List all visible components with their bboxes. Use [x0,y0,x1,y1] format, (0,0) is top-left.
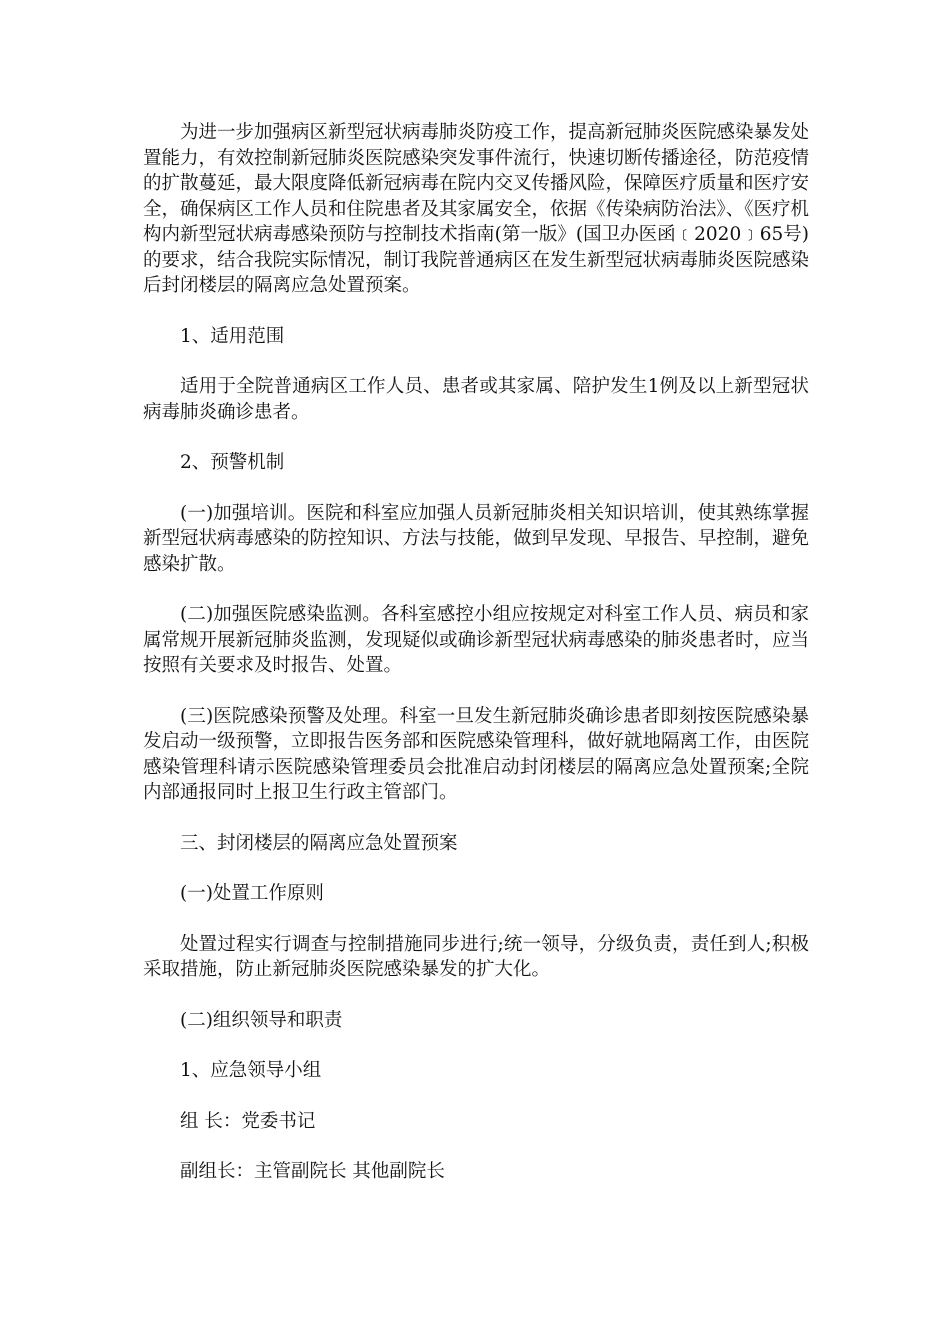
document-body [143,120,809,1210]
training-paragraph: (一)加强培训。医院和科室应加强人员新冠肺炎相关知识培训，使其熟练掌握新型冠状病毒感染的防控知识、方法与技能，做到早发现、早报告、早控制，避免感染扩散。 [143,502,810,575]
deputy-leader-line: 副组长：主管副院长 其他副院长 [180,1161,445,1182]
section-heading-warning: 2、预警机制 [180,452,285,473]
warning-handling-paragraph: (三)医院感染预警及处理。科室一旦发生新冠肺炎确诊患者即刻按医院感染暴发启动一级预警，立即报告医务部和医院感染管理科，做好就地隔离工作，由医院感染管理科请示医院感染管理委员会批准启动封闭楼层的隔离应急处置预案;全院内部通报同时上报卫生行政主管部门。 [143,705,810,803]
subheading-organization: (二)组织领导和职责 [180,1009,343,1031]
subheading-principles: (一)处置工作原则 [180,883,324,904]
principles-paragraph: 处置过程实行调查与控制措施同步进行;统一领导，分级负责，责任到人;积极采取措施，防止新冠肺炎医院感染暴发的扩大化。 [143,933,809,980]
section-heading-plan: 三、封闭楼层的隔离应急处置预案 [180,832,458,854]
intro-paragraph: 为进一步加强病区新型冠状病毒肺炎防疫工作，提高新冠肺炎医院感染暴发处置能力，有效控制新冠肺炎医院感染突发事件流行，快速切断传播途径，防范疫情的扩散蔓延，最大限度降低新冠病毒在院内交叉传播风险，保障医疗质量和医疗安全，确保病区工作人员和住院患者及其家属安全，依据《传染病防治法》、《医疗机构内新型冠状病毒感染预防与控制技术指南(第一版》(国卫办医函﹝2020﹞65号)的要求，结合我院实际情况，制订我院普通病区在发生新型冠状病毒肺炎医院感染后封闭楼层的隔离应急处置预案。 [143,122,810,296]
scope-paragraph: 适用于全院普通病区工作人员、患者或其家属、陪护发生1例及以上新型冠状病毒肺炎确诊患者。 [143,376,809,423]
section-heading-scope: 1、适用范围 [180,325,285,347]
monitoring-paragraph: (二)加强医院感染监测。各科室感控小组应按规定对科室工作人员、病员和家属常规开展新冠肺炎监测，发现疑似或确诊新型冠状病毒感染的肺炎患者时，应当按照有关要求及时报告、处置。 [143,604,810,676]
group-leader-line: 组 长：党委书记 [180,1110,316,1132]
subheading-leadership-group: 1、应急领导小组 [180,1060,322,1081]
